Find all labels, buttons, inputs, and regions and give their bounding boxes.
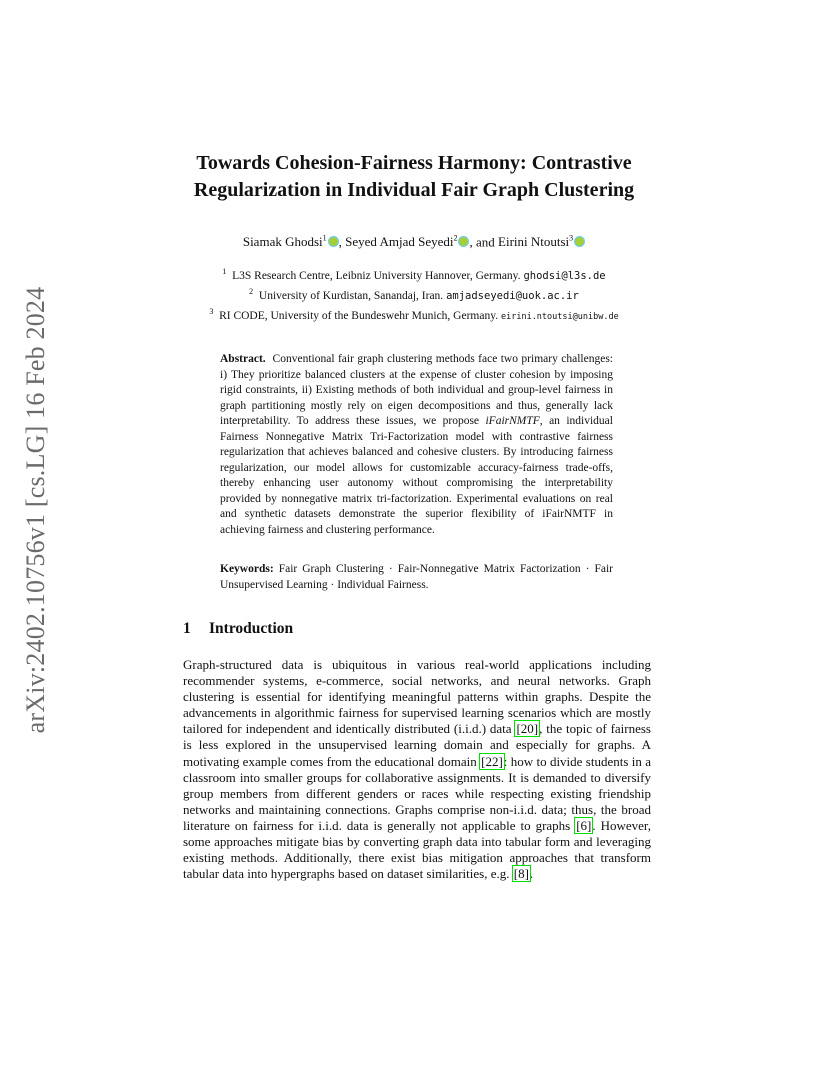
author-separator: , (338, 234, 346, 250)
abstract (220, 352, 613, 538)
affiliation-text: University of Kurdistan, Sanandaj, Iran. (258, 289, 444, 302)
keywords (220, 562, 613, 593)
author-name: Eirini Ntoutsi (498, 234, 570, 250)
author-sup: 2 (453, 234, 458, 243)
section-number: 1 (183, 620, 191, 637)
author-name: Seyed Amjad Seyedi (345, 234, 454, 250)
orcid-icon[interactable] (328, 236, 339, 247)
affiliation-text: L3S Research Centre, Leibniz University Hannover, Germany. (232, 269, 521, 282)
citation-link[interactable]: [8] (513, 866, 529, 882)
arxiv-sidebar (21, 286, 50, 734)
intro-text: . However, some approaches mitigate bias by converting graph data into tabular form and leveraging existing methods. Additionally, there exist bias mitigation approaches that transform tabular data into hypergraphs based on dataset similarities, e.g. (183, 817, 651, 882)
section-heading (183, 620, 293, 638)
orcid-icon[interactable] (574, 236, 585, 247)
title-line-2: Regularization in Individual Fair Graph Clustering (193, 179, 635, 201)
email-link[interactable]: ghodsi@l3s.de (523, 269, 606, 282)
email-link[interactable]: eirini.ntoutsi@unibw.de (500, 311, 619, 322)
author-sup: 3 (569, 234, 574, 243)
author-separator: , and (469, 234, 499, 250)
paper-title (150, 150, 678, 204)
model-name: iFairNMTF (485, 415, 540, 427)
intro-text: : how to divide students in a classroom into smaller groups for collaborative assignments. It is demanded to diversify group members from different genders or races while respecting existing friendship networks and maintaining connections. Graphs comprise non-i.i.d. data; thus, the broad literature on fairness for i.i.d. data is generally not applicable to graphs (183, 753, 651, 833)
affiliation-sup: 3 (209, 306, 214, 316)
keywords-text: Fair Graph Clustering · Fair-Nonnegative Matrix Factorization · Fair Unsupervised Learning · Individual Fairness. (220, 563, 614, 591)
intro-text: , the topic of fairness is less explored in the unsupervised learning domain and especially for graphs. A motivating example comes from the educational domain (183, 721, 651, 769)
arxiv-identifier: arXiv:2402.10756v1 [cs.LG] 16 Feb 2024 (21, 286, 50, 734)
author-3 (498, 234, 585, 249)
title-line-1: Towards Cohesion-Fairness Harmony: Contrastive (196, 152, 632, 174)
citation-link[interactable]: [20] (516, 721, 539, 737)
affiliation-1 (150, 264, 678, 284)
author-list (150, 234, 678, 250)
section-title: Introduction (209, 620, 294, 637)
affiliation-sup: 1 (222, 267, 227, 276)
keywords-label: Keywords: (220, 563, 274, 575)
author-name: Siamak Ghodsi (242, 234, 323, 250)
abstract-text-1: Conventional fair graph clustering methods face two primary challenges: i) They prioritize balanced clusters at the expense of cluster cohesion by imposing rigid constraints, ii) Existing methods of both individual and group-level fairness in graph partitioning mostly rely on eigen decompositions and thus, generally lack interpretability. To address these issues, we propose (220, 353, 613, 427)
abstract-label: Abstract. (220, 353, 266, 365)
orcid-icon[interactable] (458, 236, 469, 247)
author-1 (243, 234, 339, 249)
affiliation-text: RI CODE, University of the Bundeswehr Munich, Germany. (219, 309, 499, 322)
affiliation-sup: 2 (249, 286, 254, 296)
affiliation-2 (150, 284, 678, 304)
citation-link[interactable]: [6] (576, 817, 592, 833)
author-sup: 1 (322, 234, 327, 243)
email-link[interactable]: amjadseyedi@uok.ac.ir (446, 289, 579, 302)
intro-text: Graph-structured data is ubiquitous in various real-world applications including recommender systems, e-commerce, social networks, and neural networks. Graph clustering is essential for identifying meaningful patterns within graphs. Despite the advancements in algorithmic fairness for supervised learning scenarios which are mostly tailored for independent and identically distributed (i.i.d.) data (183, 657, 651, 737)
abstract-text-2: , an individual Fairness Nonnegative Matrix Tri-Factorization model with contrastive fairness regularization that achieves balanced and cohesive clusters. By introducing fairness regularization, our model allows for customizable accuracy-fairness trade-offs, thereby enhancing user autonomy without compromising the interpretability provided by nonnegative matrix tri-factorization. Experimental evaluations on real and synthetic datasets demonstrate the superior flexibility of iFairNMTF in achieving fairness and clustering performance. (220, 415, 613, 536)
affiliations (150, 264, 678, 324)
citation-link[interactable]: [22] (481, 753, 503, 769)
affiliation-3 (150, 304, 678, 325)
author-2 (345, 234, 469, 249)
intro-paragraph (183, 657, 651, 882)
intro-text: . (529, 866, 534, 882)
